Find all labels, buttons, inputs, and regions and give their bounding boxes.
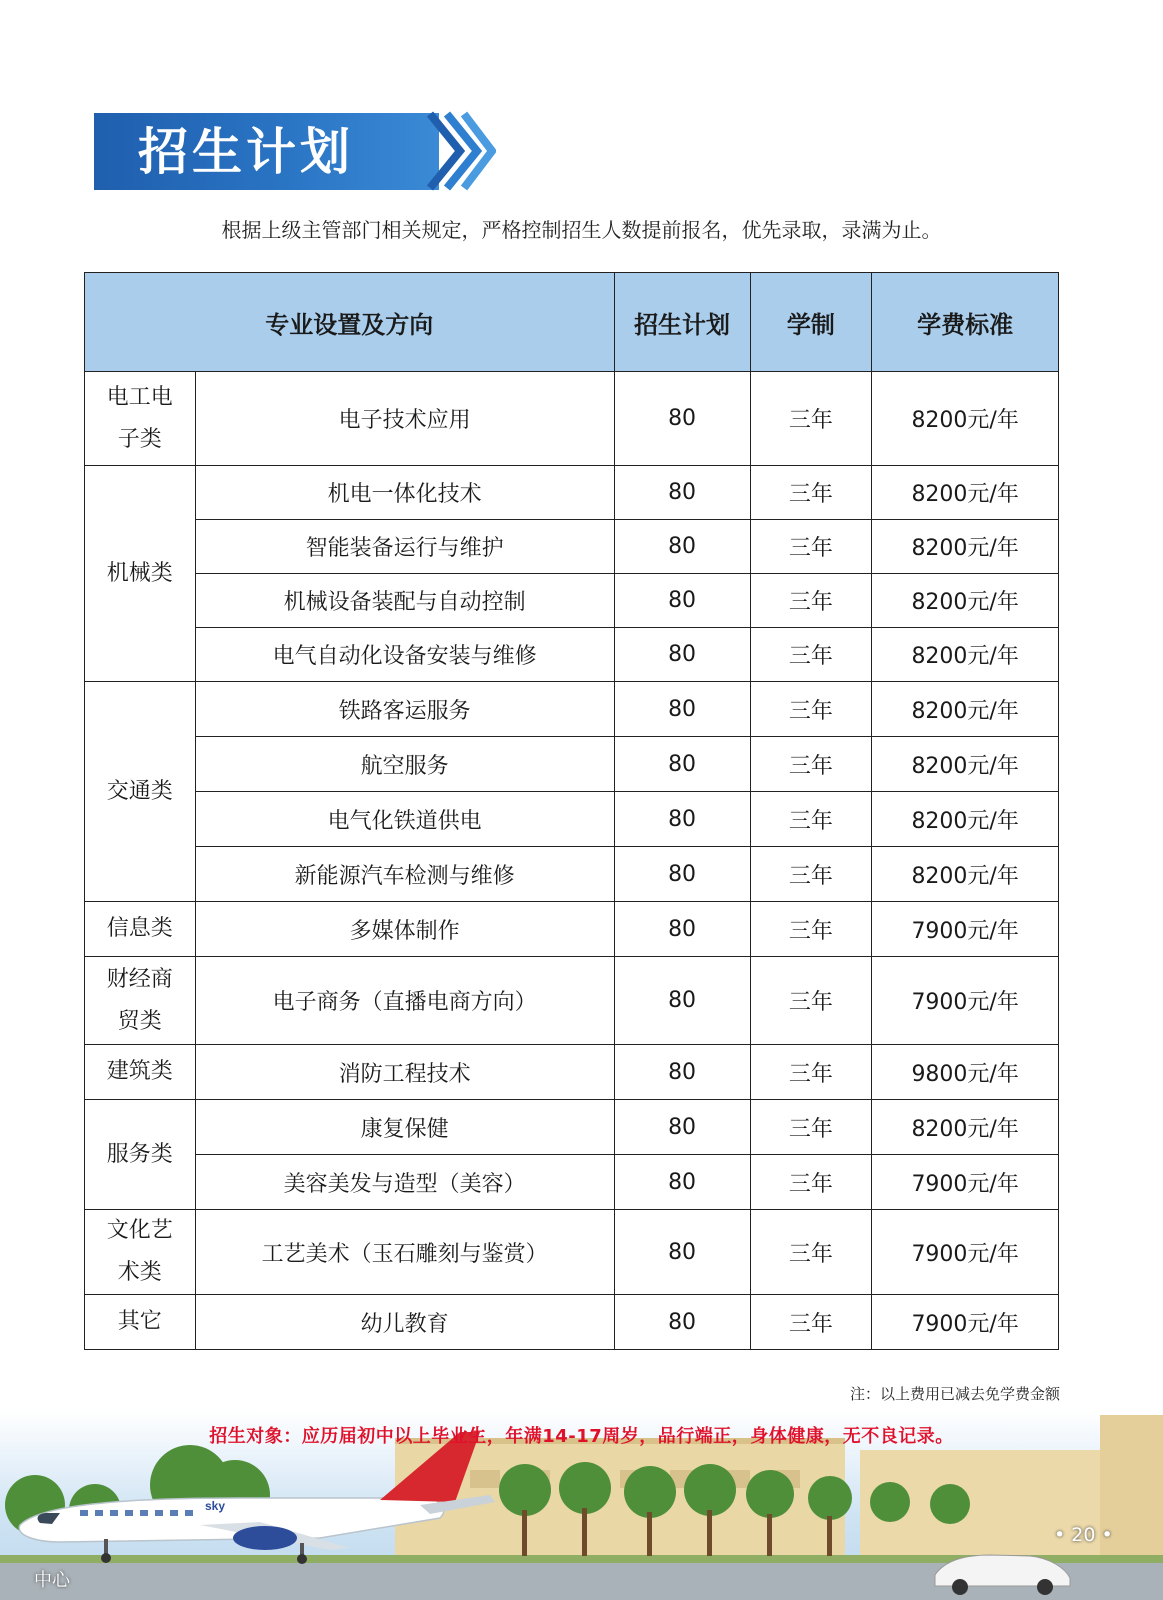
table-row bbox=[85, 1155, 1059, 1210]
plane-logo: sky bbox=[205, 1499, 226, 1513]
major-cell: 电子商务（直播电商方向） bbox=[195, 957, 614, 1045]
category-cell: 电工电子类 bbox=[85, 372, 196, 466]
plan-cell: 80 bbox=[614, 957, 750, 1045]
duration-cell: 三年 bbox=[750, 737, 872, 792]
category-cell: 其它 bbox=[85, 1295, 196, 1350]
duration-cell: 三年 bbox=[750, 682, 872, 737]
category-cell: 财经商贸类 bbox=[85, 957, 196, 1045]
duration-cell: 三年 bbox=[750, 466, 872, 520]
table-row bbox=[85, 737, 1059, 792]
page-title: 招生计划 bbox=[138, 123, 354, 181]
category-cell: 机械类 bbox=[85, 466, 196, 682]
fee-cell: 8200元/年 bbox=[872, 1100, 1059, 1155]
plan-cell: 80 bbox=[614, 737, 750, 792]
chevrons-icon bbox=[426, 110, 496, 192]
header-major: 专业设置及方向 bbox=[85, 273, 615, 372]
fee-cell: 8200元/年 bbox=[872, 847, 1059, 902]
fee-cell: 7900元/年 bbox=[872, 1210, 1059, 1295]
plan-cell: 80 bbox=[614, 682, 750, 737]
category-cell: 文化艺术类 bbox=[85, 1210, 196, 1295]
plan-cell: 80 bbox=[614, 574, 750, 628]
plan-cell: 80 bbox=[614, 466, 750, 520]
duration-cell: 三年 bbox=[750, 1155, 872, 1210]
plan-cell: 80 bbox=[614, 902, 750, 957]
fee-cell: 8200元/年 bbox=[872, 792, 1059, 847]
major-cell: 电子技术应用 bbox=[195, 372, 614, 466]
plan-cell: 80 bbox=[614, 1100, 750, 1155]
header-plan: 招生计划 bbox=[614, 273, 750, 372]
fee-cell: 8200元/年 bbox=[872, 682, 1059, 737]
duration-cell: 三年 bbox=[750, 1295, 872, 1350]
category-cell: 信息类 bbox=[85, 902, 196, 957]
intro-text: 根据上级主管部门相关规定，严格控制招生人数提前报名，优先录取，录满为止。 bbox=[221, 218, 942, 242]
plan-cell: 80 bbox=[614, 372, 750, 466]
table-row bbox=[85, 520, 1059, 574]
major-cell: 康复保健 bbox=[195, 1100, 614, 1155]
enrollment-target-text: 招生对象：应历届初中以上毕业生，年满14-17周岁，品行端正，身体健康，无不良记录。 bbox=[209, 1426, 954, 1447]
duration-cell: 三年 bbox=[750, 957, 872, 1045]
major-cell: 航空服务 bbox=[195, 737, 614, 792]
major-cell: 新能源汽车检测与维修 bbox=[195, 847, 614, 902]
fee-cell: 8200元/年 bbox=[872, 520, 1059, 574]
enrollment-table bbox=[84, 272, 1059, 1350]
duration-cell: 三年 bbox=[750, 520, 872, 574]
major-cell: 消防工程技术 bbox=[195, 1045, 614, 1100]
plan-cell: 80 bbox=[614, 1045, 750, 1100]
duration-cell: 三年 bbox=[750, 628, 872, 682]
major-cell: 机电一体化技术 bbox=[195, 466, 614, 520]
fee-cell: 8200元/年 bbox=[872, 466, 1059, 520]
major-cell: 美容美发与造型（美容） bbox=[195, 1155, 614, 1210]
table-row bbox=[85, 1295, 1059, 1350]
table-row bbox=[85, 574, 1059, 628]
fee-cell: 8200元/年 bbox=[872, 737, 1059, 792]
major-cell: 铁路客运服务 bbox=[195, 682, 614, 737]
category-cell: 服务类 bbox=[85, 1100, 196, 1210]
duration-cell: 三年 bbox=[750, 902, 872, 957]
major-cell: 工艺美术（玉石雕刻与鉴赏） bbox=[195, 1210, 614, 1295]
plan-cell: 80 bbox=[614, 1155, 750, 1210]
fee-cell: 7900元/年 bbox=[872, 1295, 1059, 1350]
duration-cell: 三年 bbox=[750, 574, 872, 628]
fee-cell: 9800元/年 bbox=[872, 1045, 1059, 1100]
fee-note: 注：以上费用已减去免学费金额 bbox=[849, 1385, 1060, 1403]
duration-cell: 三年 bbox=[750, 1210, 872, 1295]
fee-cell: 7900元/年 bbox=[872, 1155, 1059, 1210]
plan-cell: 80 bbox=[614, 847, 750, 902]
table-row bbox=[85, 1210, 1059, 1295]
plan-cell: 80 bbox=[614, 1295, 750, 1350]
plan-cell: 80 bbox=[614, 628, 750, 682]
header-fee: 学费标准 bbox=[872, 273, 1059, 372]
plan-cell: 80 bbox=[614, 792, 750, 847]
duration-cell: 三年 bbox=[750, 372, 872, 466]
major-cell: 机械设备装配与自动控制 bbox=[195, 574, 614, 628]
duration-cell: 三年 bbox=[750, 1045, 872, 1100]
table-row bbox=[85, 792, 1059, 847]
table-row bbox=[85, 682, 1059, 737]
major-cell: 幼儿教育 bbox=[195, 1295, 614, 1350]
duration-cell: 三年 bbox=[750, 792, 872, 847]
major-cell: 电气自动化设备安装与维修 bbox=[195, 628, 614, 682]
duration-cell: 三年 bbox=[750, 1100, 872, 1155]
duration-cell: 三年 bbox=[750, 847, 872, 902]
fee-cell: 7900元/年 bbox=[872, 902, 1059, 957]
major-cell: 多媒体制作 bbox=[195, 902, 614, 957]
table-row bbox=[85, 902, 1059, 957]
category-cell: 建筑类 bbox=[85, 1045, 196, 1100]
table-row bbox=[85, 372, 1059, 466]
major-cell: 电气化铁道供电 bbox=[195, 792, 614, 847]
plan-cell: 80 bbox=[614, 1210, 750, 1295]
table-row bbox=[85, 628, 1059, 682]
table-row bbox=[85, 1045, 1059, 1100]
fee-cell: 7900元/年 bbox=[872, 957, 1059, 1045]
page-number: • 20 • bbox=[1054, 1524, 1113, 1546]
corner-label: 中心 bbox=[34, 1570, 70, 1591]
category-cell: 交通类 bbox=[85, 682, 196, 902]
table-row bbox=[85, 1100, 1059, 1155]
fee-cell: 8200元/年 bbox=[872, 372, 1059, 466]
table-row bbox=[85, 957, 1059, 1045]
table-header-row bbox=[85, 273, 1059, 372]
header-duration: 学制 bbox=[750, 273, 872, 372]
fee-cell: 8200元/年 bbox=[872, 574, 1059, 628]
table-row bbox=[85, 466, 1059, 520]
plan-cell: 80 bbox=[614, 520, 750, 574]
table-row bbox=[85, 847, 1059, 902]
fee-cell: 8200元/年 bbox=[872, 628, 1059, 682]
major-cell: 智能装备运行与维护 bbox=[195, 520, 614, 574]
